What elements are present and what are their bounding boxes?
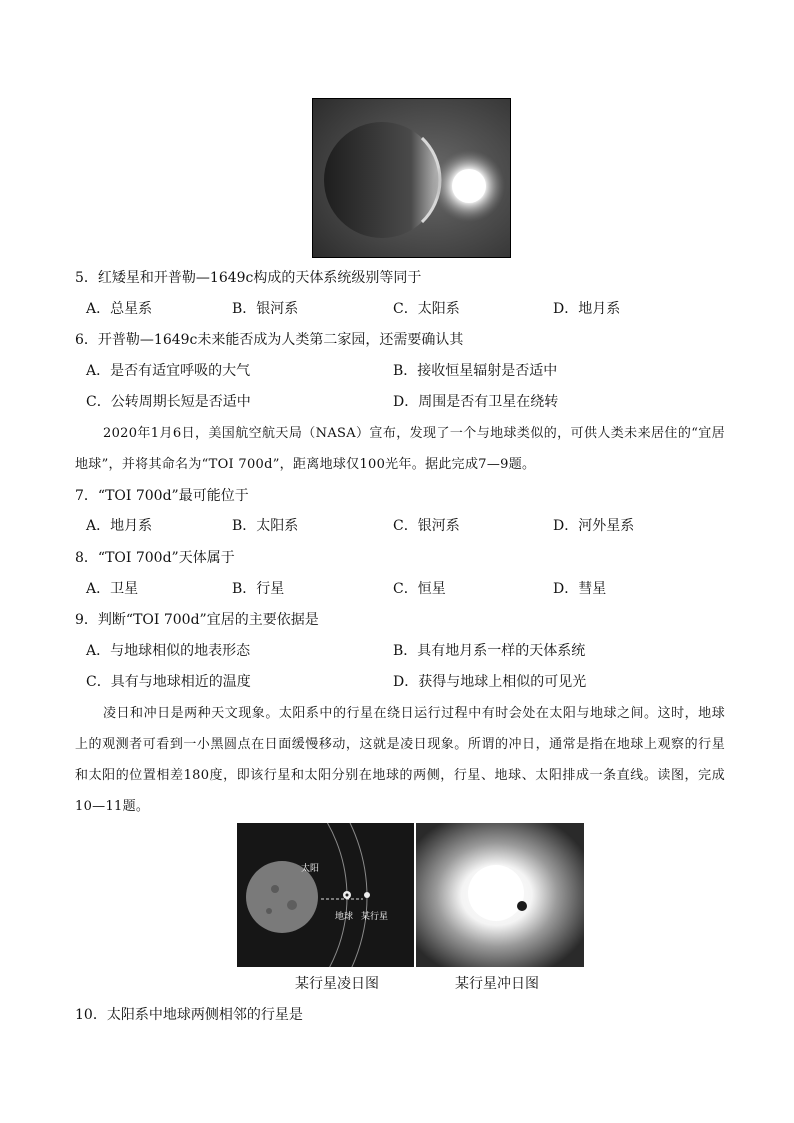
question-8-option-a[interactable]: A．卫星 [86, 581, 139, 597]
question-9-option-a[interactable]: A．与地球相似的地表形态 [86, 643, 251, 659]
question-10-stem: 10．太阳系中地球两侧相邻的行星是 [75, 1007, 303, 1023]
question-9-stem: 9．判断“TOI 700d”宜居的主要依据是 [75, 612, 319, 628]
passage-toi700d: 2020年1月6日，美国航空航天局（NASA）宣布，发现了一个与地球类似的，可供人类未来居住的“宜居地球”，并将其命名为“TOI 700d”，距离地球仅100光年。据此完成7—9题。 [75, 426, 725, 472]
question-5-option-a[interactable]: A．总星系 [86, 301, 153, 317]
question-7-option-c[interactable]: C．银河系 [393, 518, 460, 534]
question-6-stem: 6．开普勒—1649c未来能否成为人类第二家园，还需要确认其 [75, 332, 464, 348]
sun-transit-photo [416, 823, 584, 967]
question-9-option-d[interactable]: D．获得与地球上相似的可见光 [393, 674, 587, 690]
question-6-option-c[interactable]: C．公转周期长短是否适中 [86, 394, 251, 410]
question-7-option-a[interactable]: A．地月系 [86, 518, 153, 534]
question-5-option-b[interactable]: B．银河系 [232, 301, 299, 317]
question-8-option-d[interactable]: D．彗星 [553, 581, 607, 597]
question-5-option-c[interactable]: C．太阳系 [393, 301, 460, 317]
question-8-option-b[interactable]: B．行星 [232, 581, 285, 597]
caption-opposition: 某行星冲日图 [455, 976, 539, 992]
question-9-option-c[interactable]: C．具有与地球相近的温度 [86, 674, 251, 690]
question-5-option-d[interactable]: D．地月系 [553, 301, 621, 317]
label-sun: 太阳 [301, 864, 320, 874]
question-9-option-b[interactable]: B．具有地月系一样的天体系统 [393, 643, 586, 659]
question-7-option-d[interactable]: D．河外星系 [553, 518, 635, 534]
label-earth: 地球 [335, 912, 354, 922]
caption-transit: 某行星凌日图 [295, 976, 379, 992]
label-planet: 某行星 [361, 912, 389, 922]
question-5-stem: 5．红矮星和开普勒—1649c构成的天体系统级别等同于 [75, 270, 422, 286]
question-7-stem: 7．“TOI 700d”最可能位于 [75, 488, 249, 504]
passage-transit-opposition: 凌日和冲日是两种天文现象。太阳系中的行星在绕日运行过程中有时会处在太阳与地球之间。这时，地球上的观测者可看到一小黑圆点在日面缓慢移动，这就是凌日现象。所谓的冲日，通常是指在地球上观察的行星和太阳的位置相差180度，即该行星和太阳分别在地球的两侧，行星、地球、太阳排成一条直线。读图，完成10—11题。 [75, 706, 725, 814]
question-6-option-d[interactable]: D．周围是否有卫星在绕转 [393, 394, 559, 410]
question-6-option-a[interactable]: A．是否有适宜呼吸的大气 [86, 363, 251, 379]
question-7-option-b[interactable]: B．太阳系 [232, 518, 299, 534]
transit-diagram [237, 823, 414, 967]
question-8-stem: 8．“TOI 700d”天体属于 [75, 550, 235, 566]
question-6-option-b[interactable]: B．接收恒星辐射是否适中 [393, 363, 558, 379]
question-8-option-c[interactable]: C．恒星 [393, 581, 446, 597]
red-dwarf-planet-image [312, 98, 511, 258]
